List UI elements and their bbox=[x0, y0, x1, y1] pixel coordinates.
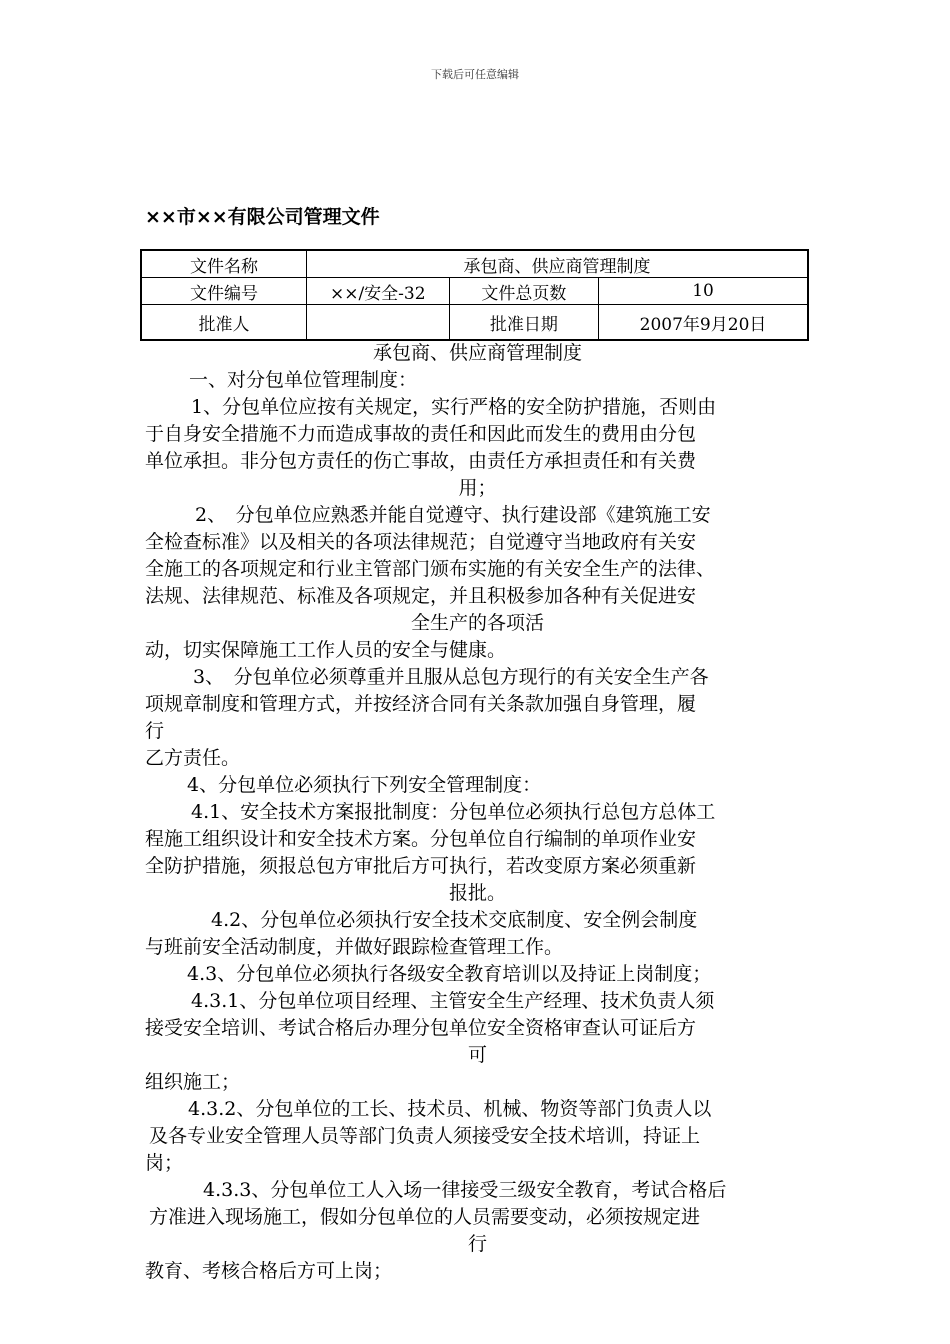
text-line: 4、分包单位必须执行下列安全管理制度： bbox=[187, 774, 542, 796]
text-line: 全防护措施，须报总包方审批后方可执行，若改变原方案必须重新 bbox=[145, 855, 697, 877]
document-info-table bbox=[140, 249, 809, 341]
table-row bbox=[141, 250, 808, 278]
file-name-value: 承包商、供应商管理制度 bbox=[306, 250, 808, 278]
approver-label: 批准人 bbox=[141, 305, 306, 341]
text-line: 及各专业安全管理人员等部门负责人须接受安全技术培训，持证上 bbox=[149, 1125, 701, 1147]
text-line: 2、 分包单位应熟悉并能自觉遵守、执行建设部《建筑施工安 bbox=[195, 504, 711, 526]
approval-date-label: 批准日期 bbox=[449, 305, 599, 341]
total-pages-label: 文件总页数 bbox=[449, 278, 599, 305]
text-line: 单位承担。非分包方责任的伤亡事故，由责任方承担责任和有关费 bbox=[145, 450, 697, 472]
approval-date-value: 2007年9月20日 bbox=[599, 305, 808, 341]
text-line: 于自身安全措施不力而造成事故的责任和因此而发生的费用由分包 bbox=[145, 423, 697, 445]
text-line: 全生产的各项活 bbox=[410, 612, 544, 634]
document-title: ××市××有限公司管理文件 bbox=[145, 206, 380, 228]
file-number-label: 文件编号 bbox=[141, 278, 306, 305]
text-line: 项规章制度和管理方式，并按经济合同有关条款加强自身管理，履 bbox=[145, 693, 697, 715]
total-pages-value: 10 bbox=[599, 278, 808, 305]
text-line: 法规、法律规范、标准及各项规定，并且积极参加各种有关促进安 bbox=[145, 585, 697, 607]
text-line: 教育、考核合格后方可上岗； bbox=[145, 1260, 393, 1282]
text-line: 行 bbox=[467, 1233, 487, 1255]
text-line: 全检查标准》以及相关的各项法律规范；自觉遵守当地政府有关安 bbox=[145, 531, 697, 553]
body-title: 承包商、供应商管理制度 bbox=[372, 342, 582, 364]
header-note: 下载后可任意编辑 bbox=[431, 68, 519, 81]
file-name-label: 文件名称 bbox=[141, 250, 306, 278]
text-line: 行 bbox=[145, 720, 165, 742]
text-line: 与班前安全活动制度，并做好跟踪检查管理工作。 bbox=[145, 936, 564, 958]
text-line: 全施工的各项规定和行业主管部门颁布实施的有关安全生产的法律、 bbox=[145, 558, 716, 580]
text-line: 岗； bbox=[145, 1152, 184, 1174]
text-line: 报批。 bbox=[448, 882, 506, 904]
text-line: 4.3.3、分包单位工人入场一律接受三级安全教育，考试合格后 bbox=[203, 1179, 727, 1201]
file-number-value: ××/安全-32 bbox=[306, 278, 449, 305]
text-line: 4.2、分包单位必须执行安全技术交底制度、安全例会制度 bbox=[211, 909, 698, 931]
text-line: 可 bbox=[467, 1044, 487, 1066]
document-body bbox=[145, 340, 810, 1285]
text-line: 4.3.1、分包单位项目经理、主管安全生产经理、技术负责人须 bbox=[191, 990, 715, 1012]
text-line: 乙方责任。 bbox=[145, 747, 241, 769]
text-line: 1、分包单位应按有关规定，实行严格的安全防护措施，否则由 bbox=[191, 396, 717, 418]
text-line: 4.1、安全技术方案报批制度：分包单位必须执行总包方总体工 bbox=[191, 801, 716, 823]
text-line: 用； bbox=[458, 477, 497, 499]
table-row bbox=[141, 278, 808, 305]
text-line: 程施工组织设计和安全技术方案。分包单位自行编制的单项作业安 bbox=[145, 828, 697, 850]
section-heading: 一、对分包单位管理制度： bbox=[189, 369, 418, 391]
text-line: 4.3、分包单位必须执行各级安全教育培训以及持证上岗制度； bbox=[187, 963, 712, 985]
text-line: 组织施工； bbox=[145, 1071, 241, 1093]
text-line: 方准进入现场施工，假如分包单位的人员需要变动，必须按规定进 bbox=[149, 1206, 701, 1228]
text-line: 动，切实保障施工工作人员的安全与健康。 bbox=[145, 639, 507, 661]
text-line: 接受安全培训、考试合格后办理分包单位安全资格审查认可证后方 bbox=[145, 1017, 697, 1039]
text-line: 4.3.2、分包单位的工长、技术员、机械、物资等部门负责人以 bbox=[188, 1098, 712, 1120]
text-line: 3、 分包单位必须尊重并且服从总包方现行的有关安全生产各 bbox=[193, 666, 709, 688]
table-row bbox=[141, 305, 808, 341]
approver-value bbox=[306, 305, 449, 341]
